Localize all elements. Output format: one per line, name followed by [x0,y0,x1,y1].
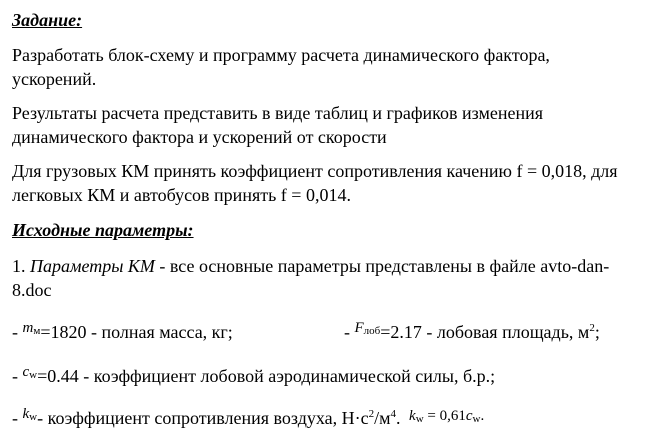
area-text: =2.17 - лобовая площадь, м [380,322,590,342]
area-unit-sup: 2 [589,322,595,334]
item-number: 1. [12,256,30,276]
item-description: - все основные параметры представлены в файле avto-dan- [154,256,610,276]
item-title: Параметры КМ [30,256,155,276]
mass-symbol: mм [22,320,41,337]
params-item-1-line-1 [12,256,609,276]
area-end: ; [594,322,600,342]
mass-text: =1820 - полная масса, кг; [40,322,233,342]
area-symbol: Fлоб [354,320,381,337]
kw-sup-1: 2 [368,408,375,420]
task-paragraph-2-line-2: динамического фактора и ускорений от скорости [12,127,387,147]
task-paragraph-1-line-1: Разработать блок-схему и программу расчета динамического фактора, [12,45,550,65]
kw-unit-mid: /м [374,408,391,428]
kw-symbol: kw [22,406,38,423]
params-heading: Исходные параметры: [12,220,194,240]
cw-symbol: cw [22,364,38,381]
cw-text: =0.44 - коэффициент лобовой аэродинамической силы, б.р.; [37,366,496,386]
param-cw [12,362,495,386]
param-area [344,318,600,342]
task-heading: Задание: [12,10,83,30]
params-item-1-line-2: 8.doc [12,280,52,300]
param-kw [12,404,484,429]
kw-dot: . [396,408,401,428]
param-dash: - [344,322,355,342]
task-paragraph-2-line-1: Результаты расчета представить в виде таблиц и графиков изменения [12,103,544,123]
kw-text: - коэффициент сопротивления воздуха, Н·с [37,408,369,428]
param-dash: - [12,366,23,386]
param-dash: - [12,322,23,342]
kw-sup-2: 4 [390,408,397,420]
task-paragraph-1-line-2: ускорений. [12,69,97,89]
task-paragraph-3-line-1: Для грузовых КМ принять коэффициент сопротивления качению f = 0,018, для [12,161,618,181]
param-dash: - [12,408,23,428]
kw-formula: kw = 0,61cw. [409,408,485,425]
task-paragraph-3-line-2: легковых КМ и автобусов принять f = 0,014. [12,185,351,205]
param-mass [12,318,233,342]
